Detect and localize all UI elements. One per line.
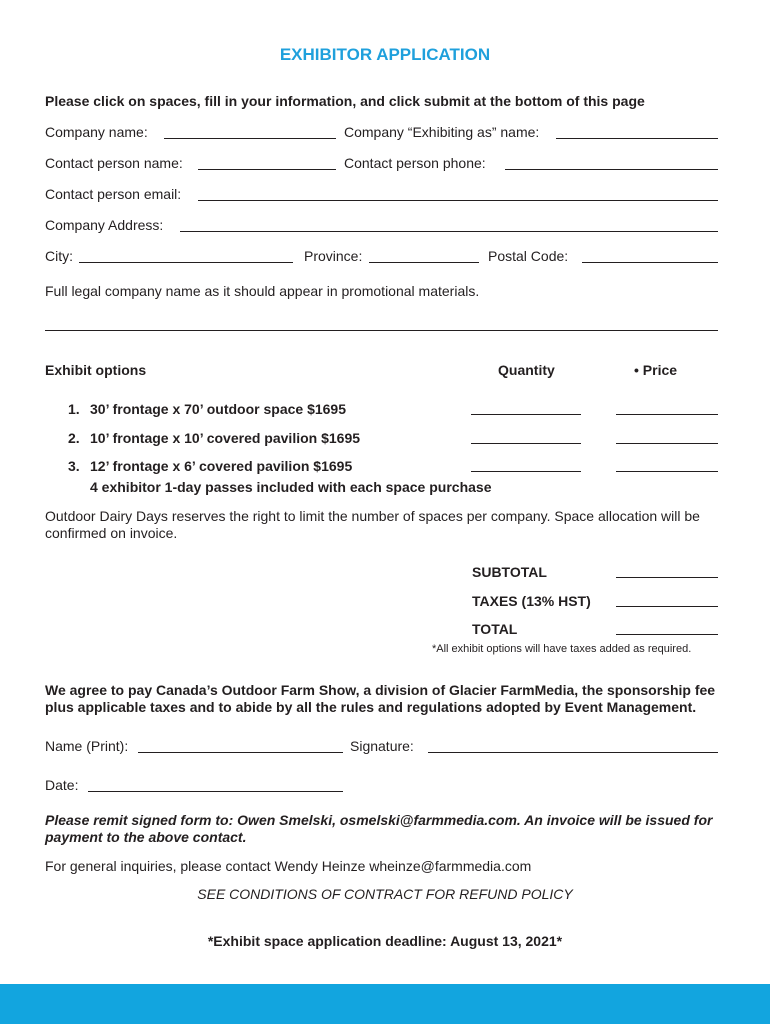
- price-field[interactable]: [616, 427, 722, 446]
- option-number: 1.: [68, 401, 80, 417]
- contact-email-label: Contact person email:: [45, 186, 182, 202]
- date-field[interactable]: [88, 775, 347, 794]
- company-exhibiting-as-label: Company “Exhibiting as” name:: [344, 124, 540, 140]
- instruction-text: Please click on spaces, fill in your information, and click submit at the bottom of this page: [45, 93, 645, 109]
- quantity-field[interactable]: [471, 427, 585, 446]
- exhibit-options-header: Exhibit options: [45, 362, 147, 378]
- passes-note: 4 exhibitor 1-day passes included with each space purchase: [90, 479, 492, 495]
- reserve-note: Outdoor Dairy Days reserves the right to limit the number of spaces per company. Space allocation will be confirmed on invoice.: [45, 508, 700, 541]
- name-print-field[interactable]: [138, 736, 347, 755]
- option-label: 12’ frontage x 6’ covered pavilion $1695: [90, 458, 353, 474]
- option-label: 10’ frontage x 10’ covered pavilion $1695: [90, 430, 361, 446]
- option-label: 30’ frontage x 70’ outdoor space $1695: [90, 401, 346, 417]
- legal-name-field[interactable]: [45, 313, 722, 332]
- price-header: • Price: [634, 362, 678, 378]
- company-name-field[interactable]: [164, 122, 340, 141]
- signature-label: Signature:: [350, 738, 414, 754]
- page-title: EXHIBITOR APPLICATION: [279, 45, 491, 64]
- city-label: City:: [45, 248, 73, 264]
- quantity-field[interactable]: [471, 455, 585, 474]
- signature-field[interactable]: [428, 736, 722, 755]
- total-field[interactable]: [616, 618, 722, 637]
- option-number: 2.: [68, 430, 80, 446]
- company-exhibiting-as-field[interactable]: [556, 122, 722, 141]
- city-field[interactable]: [79, 246, 297, 265]
- remit-text: Please remit signed form to: Owen Smelski, osmelski@farmmedia.com. An invoice will be issued for payment to the above contact.: [45, 812, 713, 845]
- date-label: Date:: [45, 777, 79, 793]
- contact-email-field[interactable]: [198, 184, 722, 203]
- contact-name-label: Contact person name:: [45, 155, 183, 171]
- deadline-text: *Exhibit space application deadline: August 13, 2021*: [207, 933, 563, 949]
- price-field[interactable]: [616, 398, 722, 417]
- company-address-label: Company Address:: [45, 217, 164, 233]
- footer-bar: [0, 984, 770, 1024]
- province-field[interactable]: [369, 246, 483, 265]
- quantity-field[interactable]: [471, 398, 585, 417]
- postal-code-label: Postal Code:: [488, 248, 569, 264]
- agreement-text: We agree to pay Canada’s Outdoor Farm Show, a division of Glacier FarmMedia, the sponsorship fee plus applicable taxes and to abide by all the rules and regulations adopted by Event Management.: [45, 682, 716, 715]
- subtotal-label: SUBTOTAL: [472, 564, 547, 580]
- legal-name-note: Full legal company name as it should appear in promotional materials.: [45, 283, 480, 299]
- taxes-label: TAXES (13% HST): [472, 593, 591, 609]
- name-print-label: Name (Print):: [45, 738, 129, 754]
- company-address-field[interactable]: [180, 215, 722, 234]
- price-field[interactable]: [616, 455, 722, 474]
- subtotal-field[interactable]: [616, 561, 722, 580]
- inquiries-text: For general inquiries, please contact Wendy Heinze wheinze@farmmedia.com: [45, 858, 532, 874]
- contact-phone-field[interactable]: [505, 153, 722, 172]
- taxes-field[interactable]: [616, 590, 722, 609]
- conditions-text: SEE CONDITIONS OF CONTRACT FOR REFUND POLICY: [197, 886, 573, 902]
- quantity-header: Quantity: [498, 362, 555, 378]
- tax-note: *All exhibit options will have taxes added as required.: [432, 643, 692, 655]
- total-label: TOTAL: [472, 621, 518, 637]
- option-number: 3.: [68, 458, 80, 474]
- province-label: Province:: [304, 248, 363, 264]
- company-name-label: Company name:: [45, 124, 148, 140]
- postal-code-field[interactable]: [582, 246, 722, 265]
- contact-phone-label: Contact person phone:: [344, 155, 486, 171]
- contact-name-field[interactable]: [198, 153, 340, 172]
